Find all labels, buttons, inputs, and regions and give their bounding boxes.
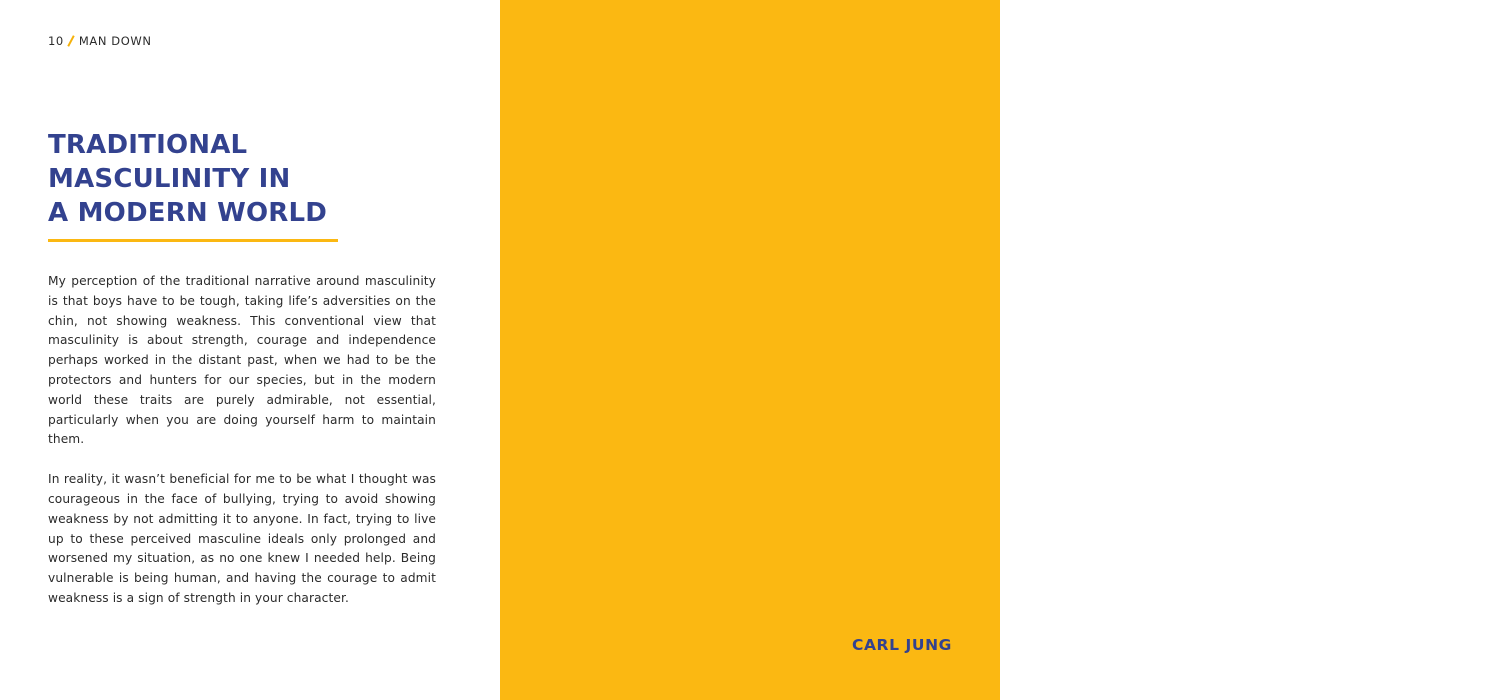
- running-header: [48, 34, 152, 48]
- quote-author: CARL JUNG: [851, 636, 952, 654]
- body-paragraph: My perception of the traditional narrative around masculinity is that boys have to be tough, taking life’s adversities on the chin, not showing weakness. This conventional view that masculinity is about strength, courage and independence perhaps worked in the distant past, when we had to be the protectors and hunters for our species, but in the modern world these traits are purely admirable, not essential, particularly when you are doing yourself harm to maintain them.: [48, 274, 436, 447]
- article-heading: [48, 128, 378, 230]
- quote-line: BECOME WHO: [1066, 165, 1368, 212]
- pull-quote: [1066, 36, 1486, 280]
- page-number: 10: [48, 34, 64, 48]
- quote-line: YOU TRULY ARE.: [1066, 226, 1419, 273]
- quote-line: A LIFETIME IS TO: [1066, 104, 1424, 151]
- heading-line: TRADITIONAL: [48, 130, 248, 160]
- slash-divider-icon: [67, 35, 74, 47]
- section-title: MAN DOWN: [78, 34, 152, 48]
- heading-line: MASCULINITY IN: [48, 164, 291, 194]
- article-body: [48, 272, 436, 629]
- body-paragraph: In reality, it wasn’t beneficial for me to be what I thought was courageous in the face of bullying, trying to avoid showing weakness by not admitting it to anyone. In fact, trying to live up to these perceived masculine ideals only prolonged and worsened my situation, as no one knew I needed help. Being vulnerable is being human, and having the courage to admit weakness is a sign of strength in your character.: [48, 472, 436, 605]
- quote-line: THE PRIVILEGE OF: [1066, 43, 1461, 90]
- heading-underline: [48, 239, 338, 242]
- heading-line: A MODERN WORLD: [48, 198, 328, 228]
- right-page-quote-panel: [500, 0, 1461, 700]
- left-page: [0, 0, 500, 700]
